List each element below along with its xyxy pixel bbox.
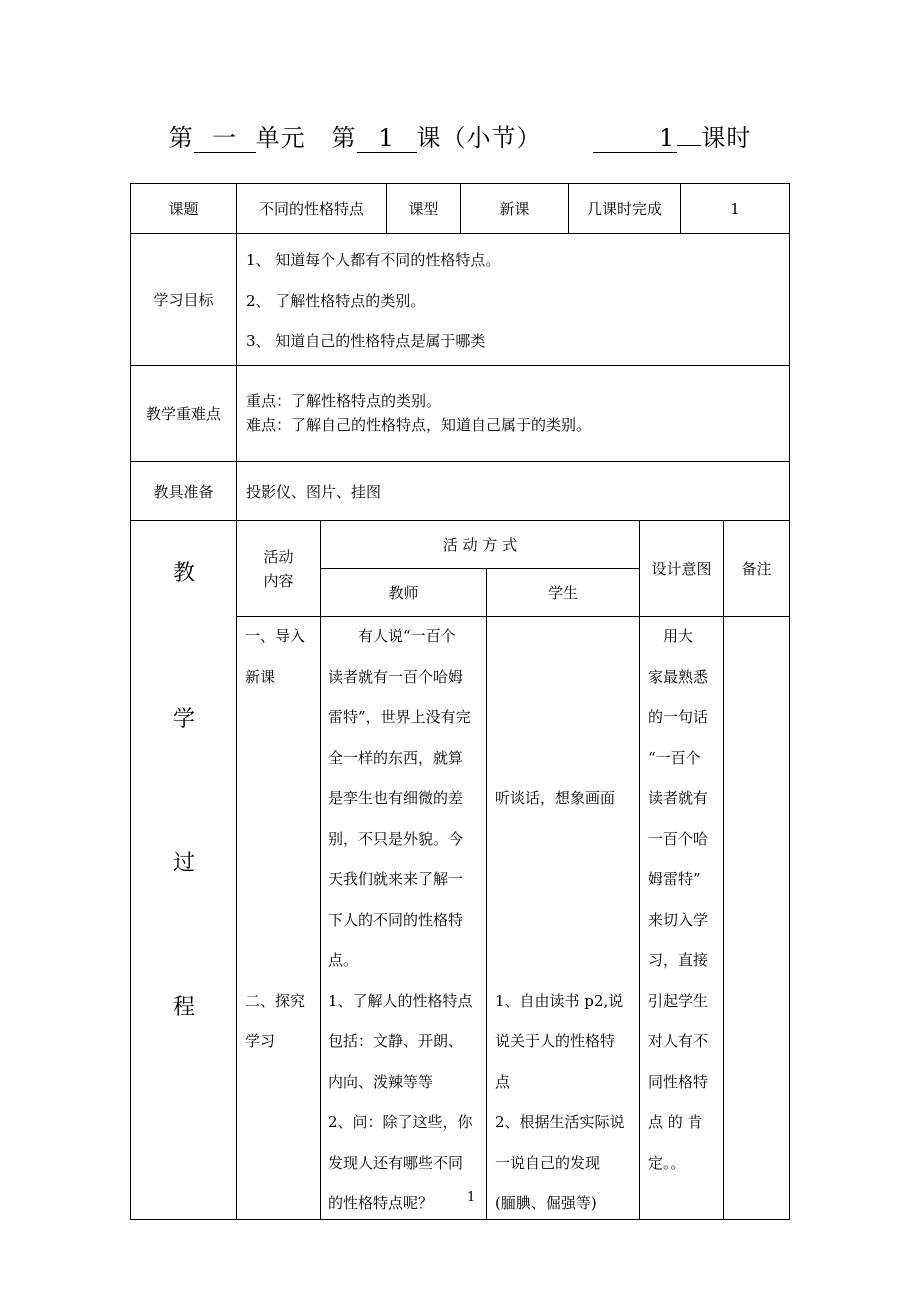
period-label: 课时 <box>701 124 752 152</box>
activity-line <box>245 940 305 981</box>
unit-number: 一 <box>194 124 256 153</box>
student-line <box>495 900 625 941</box>
activity-line: 学习 <box>245 1032 276 1050</box>
teacher-column <box>328 616 476 1224</box>
design-intent-line: 定。。 <box>648 1153 686 1172</box>
key-points-label: 教学重难点 <box>145 405 221 423</box>
process-side-char: 过 <box>172 851 195 876</box>
teacher-line: 有人说“一百个 <box>328 627 456 645</box>
materials-value: 投影仪、图片、挂图 <box>246 482 382 501</box>
design-intent-line: 读者就有 <box>648 789 709 807</box>
activity-line: 一、导入 <box>245 627 306 645</box>
student-column <box>495 616 625 1224</box>
design-intent-line: 姆雷特” <box>648 870 701 888</box>
design-intent-line: 用大 <box>648 627 694 645</box>
teacher-line: 包括：文静、开朗、 <box>328 1032 464 1050</box>
header-line: 内容 <box>263 572 294 590</box>
teacher-line: 2、问：除了这些，你 <box>328 1113 473 1131</box>
student-line <box>495 859 625 900</box>
page-number: 1 <box>467 1190 476 1205</box>
process-side-char: 学 <box>172 707 195 732</box>
teacher-line: 全一样的东西，就算 <box>328 748 464 767</box>
process-side-char: 教 <box>172 561 195 586</box>
student-line: (腼腆、倔强等) <box>495 1194 597 1212</box>
objective-item: 2、 了解性格特点的类别。 <box>246 291 426 310</box>
student-line <box>495 819 625 860</box>
design-intent-line: 对人有不 <box>648 1032 709 1050</box>
process-side-char: 程 <box>172 995 195 1020</box>
teacher-line: 点。 <box>328 951 359 969</box>
design-intent-line: 同性格特 <box>648 1072 709 1091</box>
lesson-number: 1 <box>357 124 417 153</box>
activity-line <box>245 738 305 779</box>
student-line <box>495 940 625 981</box>
design-intent-line: 习，直接 <box>648 951 709 969</box>
teacher-line: 发现人还有哪些不同 <box>328 1153 464 1172</box>
student-line <box>495 616 625 657</box>
topic-value: 不同的性格特点 <box>258 200 364 218</box>
student-line: 2、根据生活实际说 <box>495 1113 625 1131</box>
objectives-label: 学习目标 <box>153 291 214 309</box>
key-point: 重点：了解性格特点的类别。 <box>246 392 442 410</box>
design-intent-column <box>648 616 708 1183</box>
student-line: 一说自己的发现 <box>495 1153 601 1172</box>
objective-item: 3、 知道自己的性格特点是属于哪类 <box>246 332 486 350</box>
design-intent-line: 家最熟悉 <box>648 667 709 686</box>
key-points-text <box>246 389 591 437</box>
teacher-line: 雷特”，世界上没有完 <box>328 708 471 726</box>
periods-value: 1 <box>730 199 740 218</box>
student-line: 说关于人的性格特 <box>495 1032 616 1050</box>
student-line <box>495 657 625 698</box>
materials-label: 教具准备 <box>153 482 214 501</box>
activity-line <box>245 859 305 900</box>
teacher-line: 1、了解人的性格特点 <box>328 991 473 1010</box>
unit-label: 单元 <box>255 124 306 152</box>
header-line: 活动 <box>263 548 294 566</box>
design-intent-line: 点 的 肯 <box>648 1113 703 1131</box>
teacher-line: 天我们就来来了解一 <box>328 870 464 888</box>
student-line: 1、自由读书 p2,说 <box>495 991 624 1010</box>
activity-line <box>245 778 305 819</box>
teacher-line: 的性格特点呢？ <box>328 1194 434 1212</box>
teacher-line: 别，不只是外貌。今 <box>328 829 464 848</box>
activity-line <box>245 900 305 941</box>
period-underline <box>677 145 701 146</box>
lesson-prefix: 第 <box>331 124 357 152</box>
design-intent-line: 一百个哈 <box>648 829 709 848</box>
design-intent-header: 设计意图 <box>651 560 712 578</box>
teacher-line: 内向、泼辣等等 <box>328 1072 434 1091</box>
activity-mode-header: 活 动 方 式 <box>442 536 518 554</box>
type-value: 新课 <box>499 200 530 218</box>
student-line: 点 <box>495 1072 511 1091</box>
student-line <box>495 697 625 738</box>
design-intent-line: “一百个 <box>648 748 701 767</box>
design-intent-line: 的一句话 <box>648 708 709 726</box>
objectives-list <box>246 240 500 362</box>
activity-line <box>245 697 305 738</box>
period-number: 1 <box>593 124 677 153</box>
remarks-header: 备注 <box>741 560 772 578</box>
objective-item: 1、 知道每个人都有不同的性格特点。 <box>246 251 501 269</box>
teacher-line: 下人的不同的性格特 <box>328 910 464 929</box>
activity-line: 二、探究 <box>245 991 306 1010</box>
teacher-line: 是孪生也有细微的差 <box>328 789 464 807</box>
design-intent-line: 引起学生 <box>648 991 709 1010</box>
design-intent-line: 来切入学 <box>648 910 709 929</box>
type-label: 课型 <box>408 200 439 218</box>
activity-line <box>245 819 305 860</box>
header-prefix: 第 <box>168 124 194 152</box>
activity-column <box>245 616 305 1062</box>
student-header: 学生 <box>547 584 578 602</box>
difficult-point: 难点：了解自己的性格特点，知道自己属于的类别。 <box>246 416 592 434</box>
periods-label: 几课时完成 <box>586 200 662 218</box>
student-line: 听谈话，想象画面 <box>495 789 616 807</box>
student-line <box>495 738 625 779</box>
topic-label: 课题 <box>168 200 199 218</box>
activity-content-header <box>237 545 320 593</box>
teacher-line: 读者就有一百个哈姆 <box>328 667 464 686</box>
lesson-label: 课（小节） <box>416 124 542 152</box>
activity-line: 新课 <box>245 667 276 686</box>
lesson-header <box>0 118 920 153</box>
teacher-header: 教师 <box>388 584 419 602</box>
